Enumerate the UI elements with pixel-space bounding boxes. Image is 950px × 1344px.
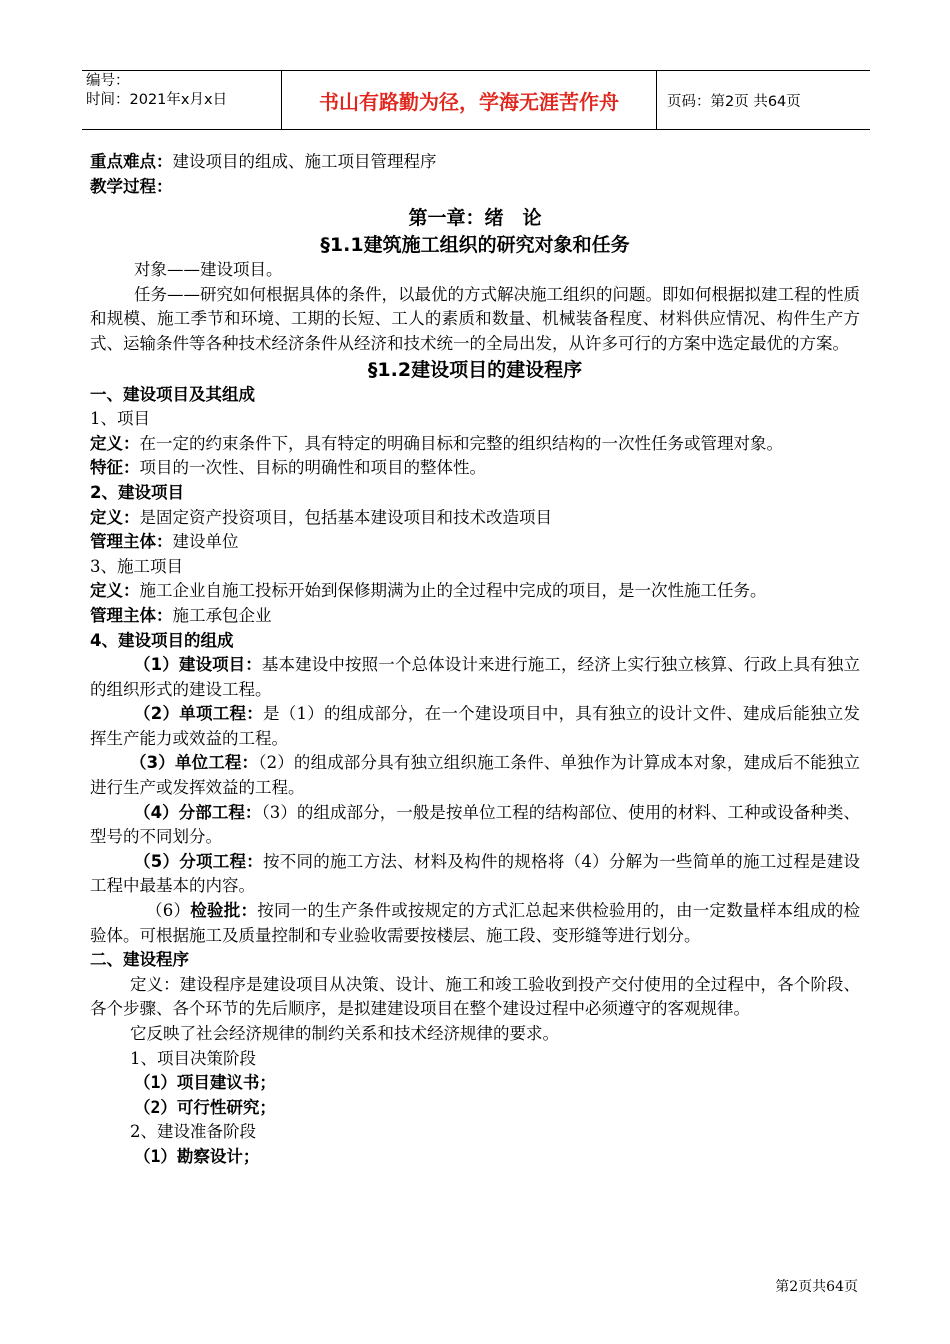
procedure-definition: 定义：建设程序是建设项目从决策、设计、施工和竣工验收到投产交付使用的全过程中，各个阶段、各个步骤、各个环节的先后顺序，是拟建建设项目在整个建设过程中必须遵守的客观规律。 [90, 974, 860, 1019]
mgmt-label: 管理主体： [90, 605, 173, 625]
feature-label: 特征： [90, 458, 140, 478]
component-4 [90, 801, 860, 850]
mgmt-label: 管理主体： [90, 532, 173, 552]
component-text: 按不同的施工方法、材料及构件的规格将（4）分解为一些简单的施工过程是建设工程中最基本的内容。 [90, 851, 860, 896]
component-label: 检验批： [190, 901, 258, 921]
item3-management [90, 604, 860, 629]
component-6 [90, 899, 860, 948]
def-label: 定义： [90, 433, 140, 453]
def-text: 施工企业自施工投标开始到保修期满为止的全过程中完成的项目，是一次性施工任务。 [139, 581, 767, 601]
stage2-item-a: （1）勘察设计； [134, 1146, 260, 1166]
feature-text: 项目的一次性、目标的明确性和项目的整体性。 [139, 458, 486, 478]
key-points-label: 重点难点： [90, 152, 173, 171]
key-points-line [90, 150, 860, 175]
item4-heading: 4、建设项目的组成 [90, 630, 234, 650]
stage1-item-a: （1）项目建议书； [134, 1073, 276, 1093]
component-text: （2）的组成部分具有独立组织施工条件、单独作为计算成本对象，建成后不能独立进行生产或发挥效益的工程。 [90, 753, 861, 798]
item1-definition [90, 432, 860, 457]
section-1-2-title: §1.2建设项目的建设程序 [367, 358, 583, 381]
stage2-heading: 2、建设准备阶段 [130, 1122, 256, 1142]
component-3 [90, 751, 860, 800]
component-text: （3）的组成部分，一般是按单位工程的结构部位、使用的材料、工种或设备种类、型号的不同划分。 [90, 802, 860, 847]
mgmt-text: 建设单位 [172, 532, 239, 552]
header-motto: 书山有路勤为径，学海无涯苦作舟 [282, 71, 657, 129]
page-header [82, 70, 870, 130]
item2-definition [90, 506, 860, 531]
component-text: 按同一的生产条件或按规定的方式汇总起来供检验用的，由一定数量样本组成的检验体。可根据施工及质量控制和专业验收需要按楼层、施工段、变形缝等进行划分。 [90, 901, 860, 945]
component-5 [90, 850, 860, 899]
part2-title: 二、建设程序 [90, 950, 189, 970]
component-text: 是（1）的组成部分，在一个建设项目中，具有独立的设计文件、建成后能独立发挥生产能力或效益的工程。 [90, 704, 860, 748]
component-1 [90, 653, 860, 702]
stage1-item-b: （2）可行性研究； [134, 1097, 276, 1117]
component-label: （1）建设项目： [134, 655, 262, 675]
component-label: （5）分项工程： [134, 851, 264, 871]
process-label: 教学过程： [90, 176, 173, 196]
chapter-title: 第一章：绪 论 [408, 207, 542, 230]
part1-title: 一、建设项目及其组成 [90, 384, 255, 404]
component-prefix: （6） [146, 901, 191, 921]
page-footer: 第2页共64页 [775, 1279, 858, 1295]
procedure-reflect: 它反映了社会经济规律的制约关系和技术经济规律的要求。 [130, 1024, 559, 1043]
item1-feature [90, 456, 860, 481]
task-paragraph: 任务——研究如何根据具体的条件，以最优的方式解决施工组织的问题。即如何根据拟建工程的性质和规模、施工季节和环境、工期的长短、工人的素质和数量、机械装备程度、材料供应情况、构件生产方式、运输条件等各种技术经济条件从经济和技术统一的全局出发，从许多可行的方案中选定最优的方案。 [90, 284, 860, 353]
item1-heading: 1、项目 [90, 409, 150, 429]
stage1-heading: 1、项目决策阶段 [130, 1048, 256, 1068]
section-1-1-title: §1.1建筑施工组织的研究对象和任务 [320, 234, 630, 257]
component-text: 基本建设中按照一个总体设计来进行施工，经济上实行独立核算、行政上具有独立的组织形式的建设工程。 [90, 655, 861, 699]
component-label: （4）分部工程： [134, 802, 262, 822]
def-text: 在一定的约束条件下，具有特定的明确目标和完整的组织结构的一次性任务或管理对象。 [139, 433, 783, 453]
header-meta [82, 71, 282, 129]
number-label: 编号： [86, 73, 130, 89]
component-label: （2）单项工程： [134, 704, 264, 724]
item3-heading: 3、施工项目 [90, 556, 183, 576]
item2-heading: 2、建设项目 [90, 482, 184, 502]
mgmt-text: 施工承包企业 [172, 605, 272, 625]
key-points-text: 建设项目的组成、施工项目管理程序 [172, 152, 437, 171]
component-label: （3）单位工程： [130, 753, 259, 773]
item2-management [90, 530, 860, 555]
document-body [90, 150, 860, 1170]
def-label: 定义： [90, 581, 140, 601]
time-label: 时间：2021年x月x日 [86, 92, 228, 108]
object-line: 对象——建设项目。 [134, 260, 283, 280]
header-page-code: 页码：第2页 共64页 [667, 93, 801, 110]
def-label: 定义： [90, 507, 140, 527]
item3-definition [90, 579, 860, 604]
def-text: 是固定资产投资项目，包括基本建设项目和技术改造项目 [139, 507, 552, 527]
component-2 [90, 702, 860, 751]
